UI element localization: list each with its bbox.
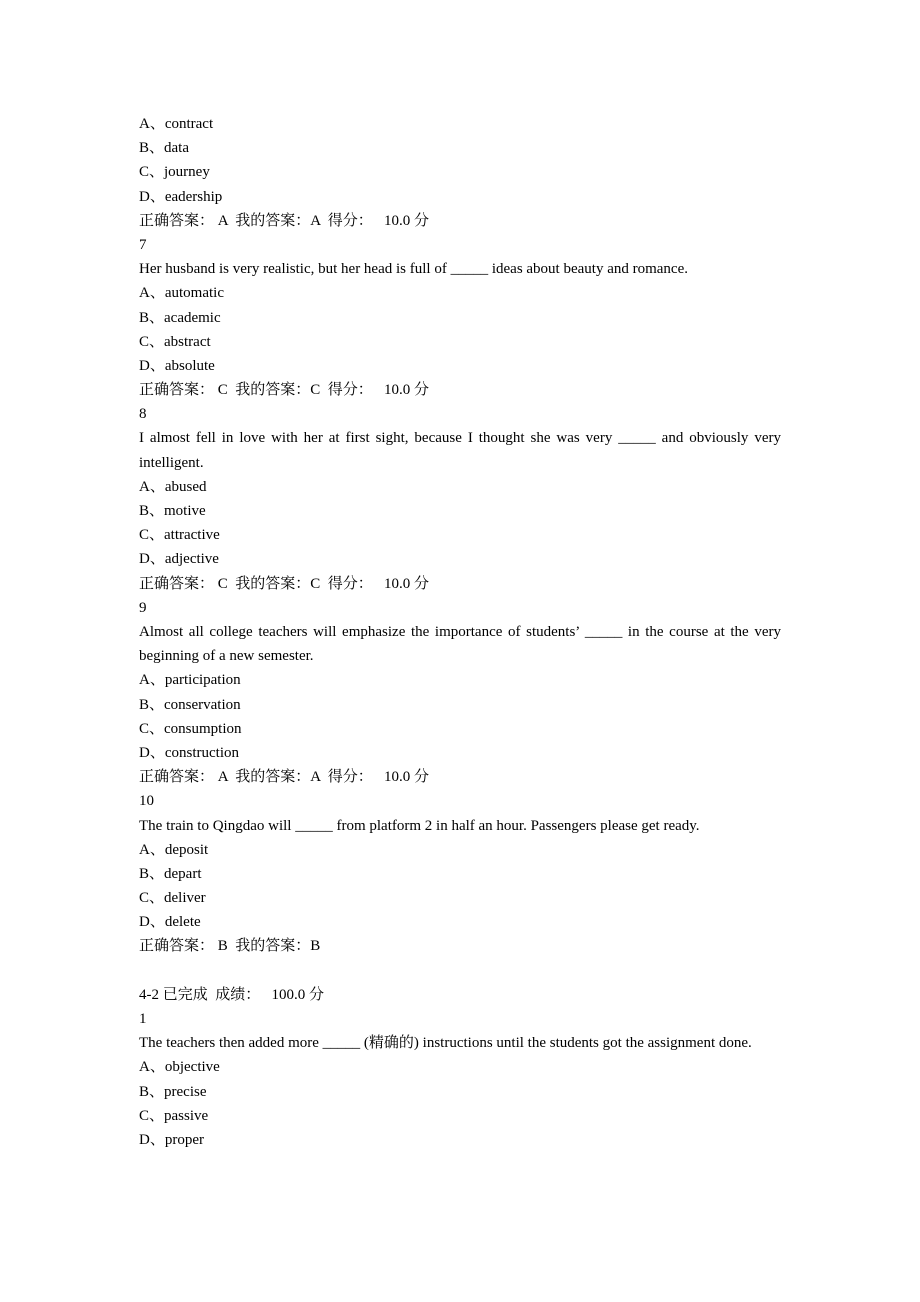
- question-text: Almost all college teachers will emphasize the importance of students’ _____ in the course at the very beginning of a new semester.: [139, 623, 781, 665]
- answer-option: C、passive: [139, 1107, 209, 1124]
- question-text: I almost fell in love with her at first sight, because I thought she was very _____ and obviously very intelligent.: [139, 430, 781, 471]
- document-page: [139, 112, 781, 1152]
- answer-option: A、contract: [139, 116, 214, 132]
- answer-option: D、adjective: [139, 551, 219, 568]
- answer-option: B、data: [139, 140, 189, 157]
- answer-option: A、abused: [139, 478, 207, 495]
- question-number: 1: [139, 1011, 147, 1028]
- answer-option: B、depart: [139, 865, 202, 882]
- blank-line: [139, 959, 781, 983]
- answer-option: D、delete: [139, 914, 201, 931]
- answer-option: D、construction: [139, 744, 239, 761]
- question-number: 9: [139, 599, 147, 616]
- question-number: 8: [139, 406, 147, 423]
- answer-result-line: 正确答案： A 我的答案：A 得分： 10.0 分: [139, 212, 430, 229]
- answer-result-line: 正确答案： A 我的答案：A 得分： 10.0 分: [139, 769, 430, 786]
- answer-result-line: 正确答案： C 我的答案：C 得分： 10.0 分: [139, 575, 430, 592]
- answer-option: A、participation: [139, 672, 241, 689]
- answer-option: C、abstract: [139, 333, 211, 350]
- answer-option: C、attractive: [139, 527, 220, 544]
- answer-option: A、automatic: [139, 285, 224, 302]
- question-text: Her husband is very realistic, but her head is full of _____ ideas about beauty and romance.: [139, 261, 689, 278]
- answer-result-line: 正确答案： B 我的答案：B: [139, 938, 321, 955]
- answer-option: B、motive: [139, 503, 206, 520]
- answer-option: D、proper: [139, 1131, 204, 1148]
- answer-option: C、journey: [139, 164, 210, 181]
- answer-option: C、consumption: [139, 720, 242, 737]
- question-number: 10: [139, 793, 154, 810]
- answer-option: B、precise: [139, 1083, 207, 1100]
- answer-option: D、absolute: [139, 357, 215, 374]
- answer-option: A、deposit: [139, 841, 209, 858]
- answer-option: C、deliver: [139, 890, 206, 907]
- question-text: The train to Qingdao will _____ from platform 2 in half an hour. Passengers please get ready.: [139, 817, 700, 834]
- question-text: The teachers then added more _____ (精确的) instructions until the students got the assignment done.: [139, 1035, 752, 1052]
- answer-option: B、conservation: [139, 696, 241, 713]
- answer-option: B、academic: [139, 309, 221, 326]
- question-number: 7: [139, 236, 147, 253]
- answer-option: D、eadership: [139, 188, 223, 205]
- answer-option: A、objective: [139, 1059, 220, 1076]
- answer-result-line: 正确答案： C 我的答案：C 得分： 10.0 分: [139, 382, 430, 399]
- section-header: 4-2 已完成 成绩： 100.0 分: [139, 986, 324, 1003]
